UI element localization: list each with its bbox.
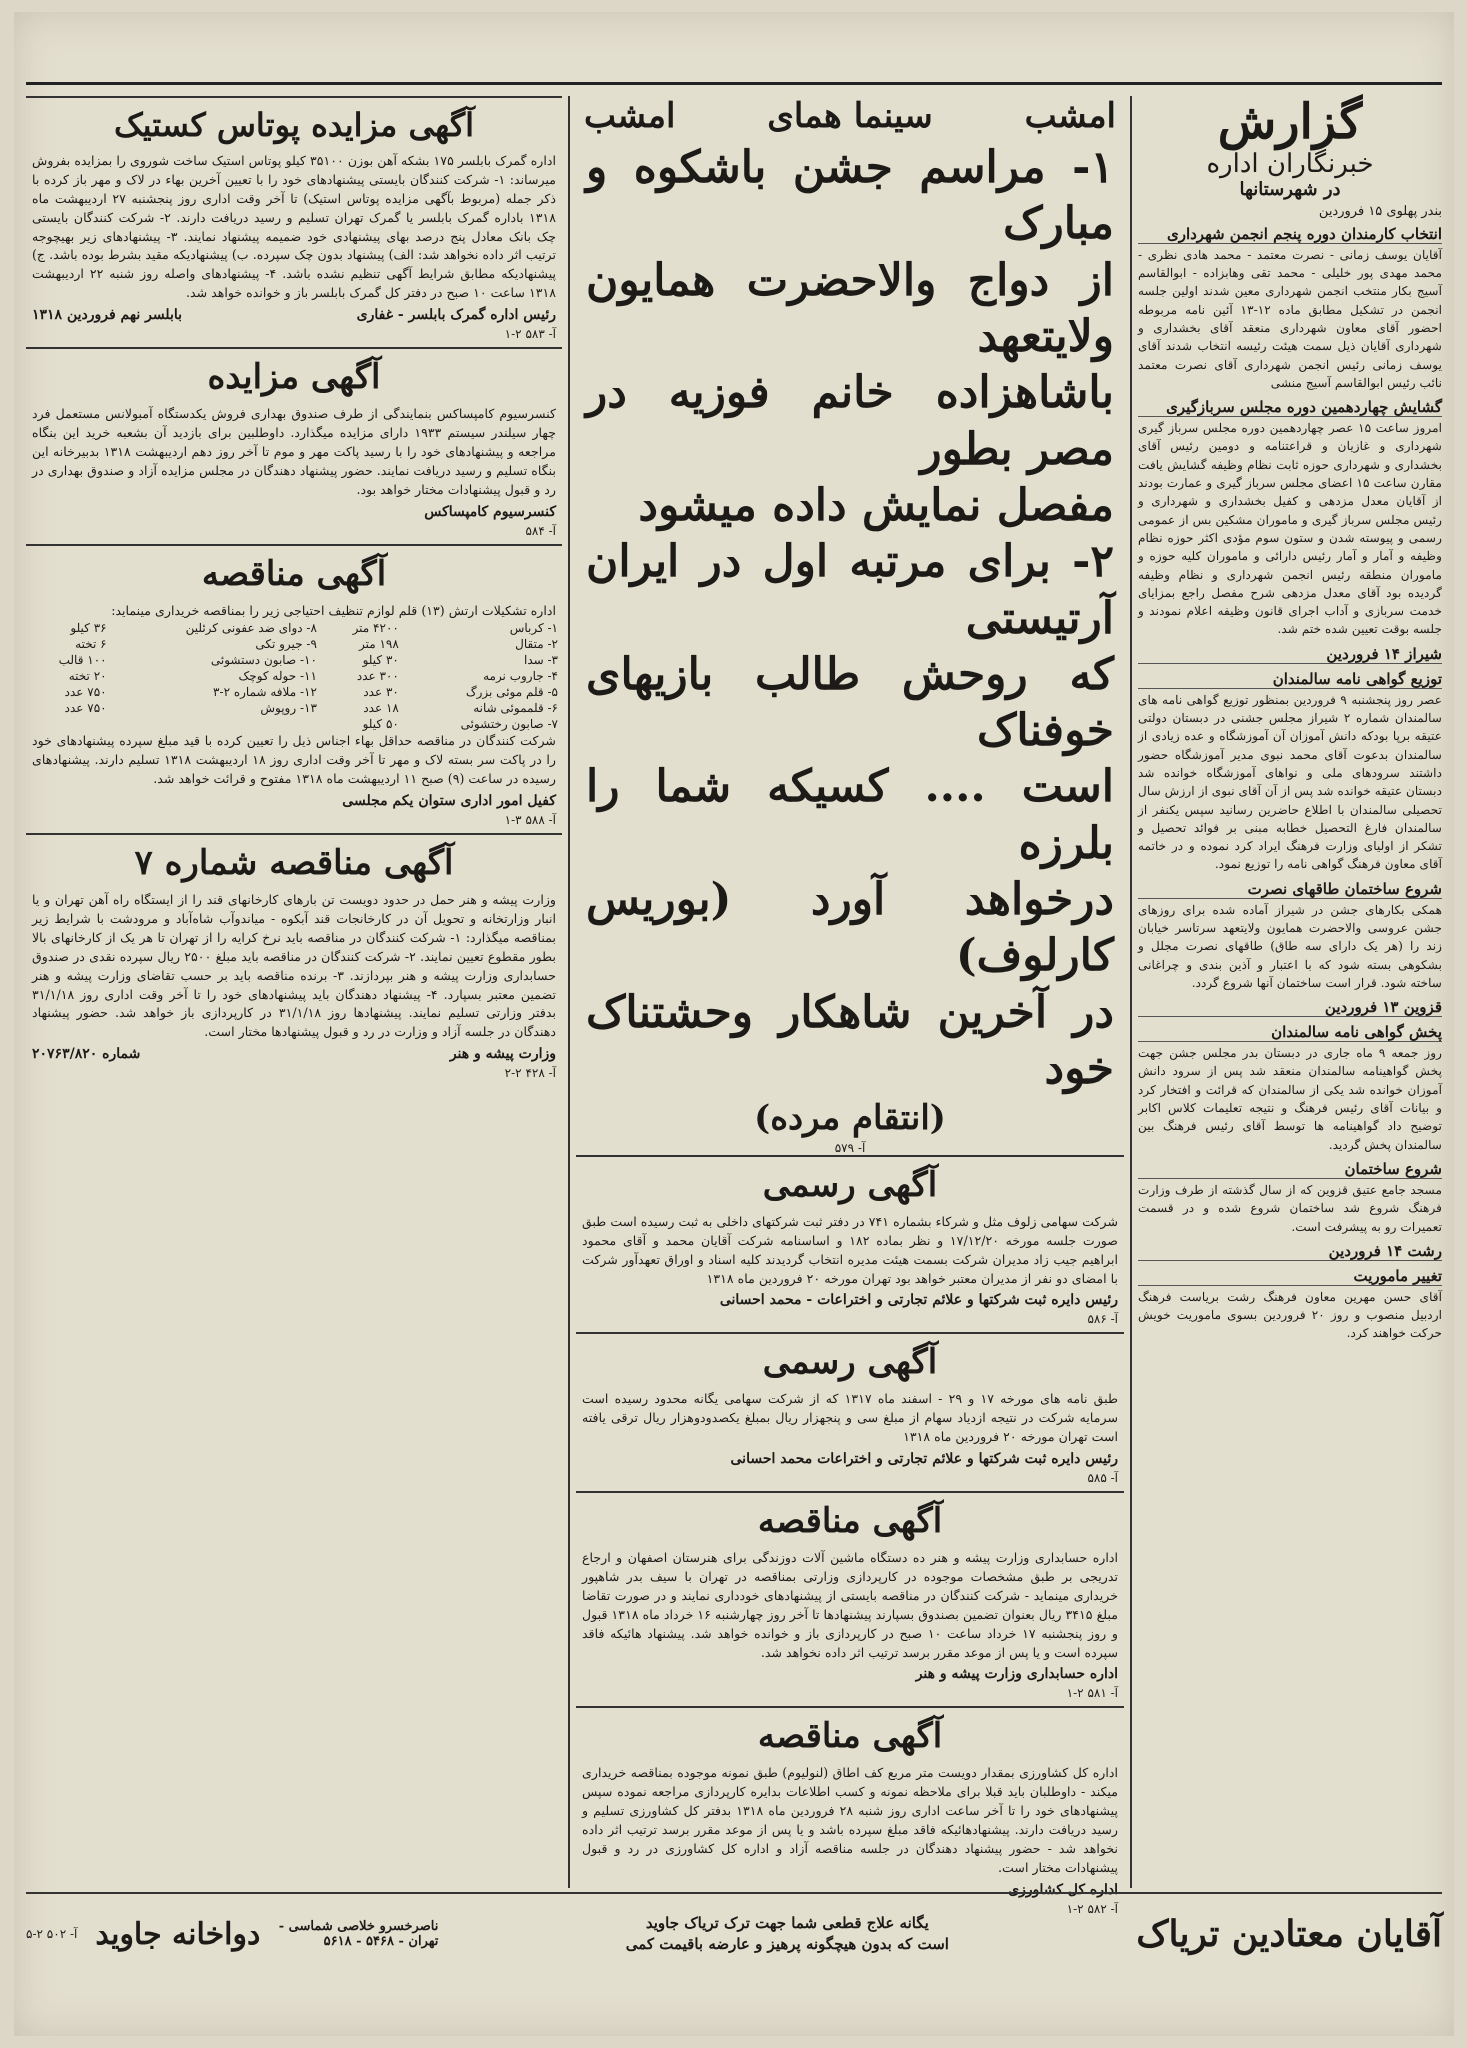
- cinema-line: ۲- برای مرتبه اول در ایران آرتیستی: [586, 536, 1114, 644]
- ad-items-cell: ۳۰ عدد: [363, 685, 399, 700]
- ad-signature: وزارت پیشه و هنر: [449, 1046, 556, 1063]
- ad-items-cell: ۱۳- روپوش: [260, 701, 317, 716]
- report-subtitle: خبرنگاران اداره: [1206, 148, 1374, 179]
- cinema-line: درخواهد آورد (بوریس کارلوف): [586, 874, 1114, 982]
- ad-items-cell: ۱۸ عدد: [363, 701, 399, 716]
- cinema-line: (انتقام مرده): [754, 1098, 946, 1139]
- ad-items-cell: ۱۰- صابون دستشوئی: [210, 653, 317, 668]
- ad-items-cell: ۷- صابون رختشوئی: [460, 717, 558, 732]
- cinema-header-left: امشب: [584, 96, 676, 136]
- ad-items-row: [26, 700, 562, 716]
- ad-body-2: شرکت کنندگان در مناقصه حداقل بهاء اجناس ذیل را تعیین کرده با قید مبلغ سپرده پیشنهادهای خود را در پاکت سر بسته لاک و مهر تا آخر وقت اداری روز ۱۸ اردیبهشت ۱۳۱۸ تسلیم دارند. پیشنهادهای رسیده در ساعت (۹) صبح ۱۱ اردیبهشت ماه ۱۳۱۸ مفتوح و قرائت خواهد شد.: [32, 733, 556, 787]
- ad-items-cell: ۵- قلم موئی بزرگ: [465, 685, 558, 700]
- ad-items-cell: ۵۰ کیلو: [362, 717, 399, 732]
- ad-code: آ- ۵۸۴: [525, 523, 556, 538]
- ad-items-cell: ۱۲- ملافه شماره ۲-۳: [213, 685, 317, 700]
- bottom-banner: [26, 1892, 1442, 1974]
- ad-items-cell: ۳۰۰ عدد: [356, 669, 399, 684]
- ad-body: کنسرسیوم کامپساکس بنمایندگی از طرف صندوق بهداری فروش یکدستگاه آمبولانس مستعمل فرد چهار سیلندر سیستم ۱۹۳۳ دارای مزایده میگذارد. داوطلبین برای بازدید آن بشعبه خرید این بنگاه مراجعه و پیشنهادهای خود را با رسید پاکت مهر و موم تا آخر روز دهم اردیبهشت ۱۳۱۸ بدبیرخانه این بنگاه تسلیم و رسید دریافت نمایند. حضور پیشنهاد دهندگان در مجلس مزایده آزاد و صندوق بهداری در رد و قبول پیشنهادات مختار خواهد بود.: [32, 406, 556, 497]
- ad-body: اداره حسابداری وزارت پیشه و هنر ده دستگاه ماشین آلات دوزندگی برای هنرستان اصفهان و ارجاع تدریجی بر طبق مشخصات موجوده در کارپردازی وزارتی بمناقصه در تهران با سیف بدر شاهپور خریداری مینماید - شرکت کنندگان در مناقصه بایستی از پیشنهادهای خودداری نمایند و در صورت تقاضا مبلغ ۳۴۱۵ ریال بعنوان تضمین بصندوق بسپارند پیشنهادها تا آخر روز چهارشنبه ۱۶ خرداد ماه ۱۳۱۸ قبول و روز پنجشنبه ۱۷ خرداد ساعت ۱۰ صبح در کارپردازی باز و خوانده خواهد شد. پیشنهاد هائیکه فاقد سپرده است و یا پس از موعد مقرر برسد ترتیب اثر داده نخواهد شد.: [582, 1550, 1119, 1660]
- cinema-line: باشاهزاده خانم فوزیه در مصر بطور: [586, 367, 1114, 475]
- ad-block: [26, 96, 562, 341]
- ad-signature: کنسرسیوم کامپساکس: [424, 503, 556, 520]
- ad-body: شرکت سهامی زلوف مثل و شرکاء بشماره ۷۴۱ در دفتر ثبت شرکتهای داخلی به ثبت رسیده است طبق صورت جلسه مورخه ۱۷/۱۲/۲۰ و نظر بماده ۱۸۲ و اساسنامه شرکت آقایان محمد و آقای محمود ابراهیم جیب زاد مدیران شرکت بسمت هیئت مدیره انتخاب گردیدند کلیه اسناد و اوراق تعهدآور شرکت با امضای دو نفر از مدیران معتبر خواهد بود تهران مورخه ۲۰ فروردین ماه ۱۳۱۸: [582, 1213, 1118, 1286]
- ad-title: آگهی رسمی: [762, 1342, 938, 1383]
- ad-items-cell: ۸- دوای ضد عفونی کرئلین: [185, 621, 317, 636]
- ad-items-cell: ۱۱- حوله کوچک: [238, 669, 317, 684]
- report-title: گزارش: [1217, 94, 1363, 150]
- ad-title: آگهی مزایده: [207, 357, 381, 398]
- news-column: [1138, 96, 1442, 1888]
- ad-title: آگهی مناقصه: [757, 1716, 943, 1757]
- ad-block: [576, 1332, 1124, 1485]
- ad-block: [576, 1491, 1124, 1700]
- ad-code: آ- ۵۸۱ ۲-۱: [1066, 1686, 1118, 1701]
- ad-code: آ- ۵۸۵: [1087, 1471, 1118, 1486]
- bottom-middle-line2: است که بدون هیچگونه پرهیز و عارضه باقیمت کمی: [625, 1935, 949, 1953]
- ad-code-row: [32, 327, 556, 341]
- ad-items-cell: ۳۶ کیلو: [70, 621, 107, 636]
- news-sections: [1138, 225, 1442, 1343]
- ad-block: [576, 1155, 1124, 1327]
- ad-items-table: [26, 620, 562, 732]
- ad-items-cell: [26, 716, 111, 732]
- ad-signature: اداره حسابداری وزارت پیشه و هنر: [915, 1666, 1118, 1683]
- bottom-middle: [626, 1913, 949, 1955]
- ad-items-cell: ۳۰ کیلو: [362, 653, 399, 668]
- ad-body: وزارت پیشه و هنر حمل در حدود دویست تن بارهای کارخانهای قند را از ایستگاه راه آهن تهران و یا انبار وزارتخانه و تحویل آن در کارخانجات قند آبکوه - میاندوآب شاه‌آباد و مرودشت با شرایط زیر بمناقصه میگذارد: ۱- شرکت کنندگان در مناقصه باید نرخ کرایه را از تهران تا هر یک از کارخانهای بالا بطور مقطوع تعیین نمایند. ۲- شرکت کنندگان در مناقصه باید مبلغ ۲۵۰۰ ریال سپرده نقدی در صندوق حسابداری وزارت پیشه و هنر بپردازند. ۳- برنده مناقصه باید بر حسب تقاضای وزارت پیشه و هنر تضمین معتبر بسپارد. ۴- پیشنهاد دهندگان باید پیشنهادهای خود را تا آخر وقت اداری روز ۳۱/۱/۱۸ بدفتر وزارتی تسلیم نمایند. پیشنهادها روز ۳۱/۱/۱۸ در کارپردازی باز خواهد شد. حضور پیشنهاد دهندگان در جلسه آزاد و وزارت در رد و قبول پیشنهادها مختار است.: [32, 892, 557, 1040]
- ad-items-cell: ۴۲۰۰ متر: [352, 621, 399, 636]
- ad-items-row: [26, 652, 562, 668]
- bottom-middle-line1: یگانه علاج قطعی شما جهت ترک تریاک جاوید: [645, 1914, 929, 1932]
- ad-items-row: [26, 636, 562, 652]
- ad-code-row: [32, 524, 556, 538]
- ad-items-cell: ۴- جاروب نرمه: [483, 669, 558, 684]
- ad-items-cell: ۱۹۸ متر: [359, 637, 399, 652]
- ad-title: آگهی مناقصه: [201, 553, 387, 594]
- cinema-ad: [576, 96, 1124, 1155]
- newspaper-page: [14, 12, 1454, 2036]
- column-divider-left: [1130, 96, 1132, 1888]
- ad-code-row: [582, 1471, 1118, 1485]
- ads-column: [26, 96, 562, 1888]
- news-heading: شروع ساختمان: [1138, 1160, 1442, 1179]
- ad-code-row: [582, 1312, 1118, 1326]
- ad-code: آ- ۵۸۸ ۳-۱: [504, 813, 556, 828]
- ad-block: [26, 347, 562, 537]
- cinema-code: آ- ۵۷۹: [834, 1140, 866, 1155]
- cinema-line: ۱- مراسم جشن باشکوه و مبارک: [586, 142, 1114, 250]
- cinema-line: است .... کسیکه شما را بلرزه: [586, 761, 1114, 869]
- ad-items-cell: ۷۵۰ عدد: [64, 701, 107, 716]
- ad-body: اداره تشکیلات ارتش (۱۳) قلم لوازم تنظیف احتیاجی زیر را بمناقصه خریداری مینماید:: [111, 602, 556, 618]
- news-heading: قزوین ۱۳ فروردین: [1138, 998, 1442, 1017]
- cinema-header-right: امشب: [1024, 96, 1116, 136]
- right-ads: [26, 96, 562, 1080]
- news-heading: شیراز ۱۴ فروردین: [1138, 645, 1442, 664]
- ad-signature: رئیس دایره ثبت شرکتها و علائم تجارتی و اختراعات محمد احسانی: [730, 1451, 1118, 1468]
- news-heading: پخش گواهی نامه سالمندان: [1138, 1023, 1442, 1042]
- ad-code: آ- ۵۸۳ ۲-۱: [504, 327, 556, 342]
- bottom-code: آ- ۵۰۲ ۲-۵: [26, 1927, 78, 1941]
- ad-body: اداره گمرک بابلسر ۱۷۵ بشکه آهن بوزن ۳۵۱۰۰ کیلو پوتاس استیک ساخت شوروی را بمزایده بفروش میرساند: ۱- شرکت کنندگان بایستی پیشنهادهای خود را با تعیین آخرین بهاء در لاک و مهر باز کرده با ذکر جمله (مربوط بآگهی مزایده پوتاس استیک) تا آخر وقت اداری روز پنجشنبه ۲۷ اردیبهشت ماه ۱۳۱۸ باداره گمرک بابلسر یا گمرک تهران تسلیم و رسید دریافت دارند. ۲- شرکت کنندگان بایستی چک بانک معادل پنج درصد بهای پیشنهادی خود ضمیمه پیشنهاد نمایند. ۳- پیشنهادهای زیر بهیچوجه ترتیب اثر داده نخواهد شد: الف) پیشنهاد بدون چک سپرده. ب) پیشنهادیکه مقید بشرط بوده باشد. ج) پیشنهادیکه مطابق شرایط آگهی تنظیم نشده باشد. ۴- پیشنهادهای واصله روز شنبه ۲۲ اردیبهشت ۱۳۱۸ ساعت ۱۰ صبح در دفتر کل گمرک بابلسر باز و خوانده خواهد شد.: [32, 153, 557, 301]
- bottom-address: ناصرخسرو خلاصی شماسی - تهران - ۵۴۶۸ - ۵۶۱۸: [278, 1919, 439, 1949]
- news-paragraph: آقای حسن مهرین معاون فرهنگ رشت بریاست فرهنگ اردبیل منصوب و روز ۲۰ فروردین بسوی ماموریت خویش حرکت خواهند کرد.: [1138, 1289, 1442, 1341]
- ad-title: آگهی رسمی: [762, 1164, 938, 1205]
- middle-ads: [576, 1155, 1124, 1916]
- ad-title: آگهی مناقصه: [757, 1501, 943, 1542]
- ad-signature-row: [32, 793, 556, 809]
- ad-block: [26, 833, 562, 1080]
- news-heading: شروع ساختمان طاقهای نصرت: [1138, 880, 1442, 899]
- ad-items-row: [26, 684, 562, 700]
- ad-signature-row: [32, 1046, 556, 1062]
- ad-signature: کفیل امور اداری ستوان یکم مجلسی: [342, 793, 556, 810]
- column-divider-right: [568, 96, 570, 1888]
- ad-signature: اداره کل کشاورزی: [1008, 1881, 1118, 1898]
- ad-meta: بابلسر نهم فروردین ۱۳۱۸: [32, 307, 183, 324]
- ad-meta: شماره ۲۰۷۶۳/۸۲۰: [32, 1046, 141, 1063]
- ad-code-row: [32, 1066, 556, 1080]
- cinema-header-center: سینما همای: [767, 96, 933, 136]
- ad-signature-row: [582, 1451, 1118, 1467]
- ad-signature: رئیس دایره ثبت شرکتها و علائم تجارتی و اختراعات - محمد احسانی: [719, 1292, 1118, 1309]
- news-paragraph: روز جمعه ۹ ماه جاری در دبستان بدر مجلس جشن جهت پخش گواهینامه سالمندان منعقد شد پس از سرود دانش آموزان خوانده شد یکی از سالمندان که قرائت و افتخار کرد و بیانات آقای رئیس فرهنگ و نتیجه تعلیمات کلاس اکابر توضیح داد گواهینامه ها توسط آقای رئیس فرهنگ بین سالمندان پخش گردید.: [1138, 1046, 1442, 1152]
- top-rule: [26, 82, 1442, 85]
- bottom-left-text: دواخانه جاوید: [95, 1916, 261, 1952]
- news-paragraph: امروز ساعت ۱۵ عصر چهاردهمین دوره مجلس سرباز گیری شهرداری و غازیان و قراعتنامه و دومین رئیس آقای بخشداری و شهرداری حوزه ثابت نظام وظیفه گشایش یافت مقارن ساعت ۱۵ اعضای مجلس سرباز گیری و عمارت بودند از آقایان معدل مزدهی و کفیل بخشداری و شهرداری و رئیس مجلس سرباز گیری و ماموران مشکین بس از عمومی رسمی و پیوسته شدن و ستون سوم مؤدی اکثر حوزه نظام وظیفه و آمار و آمار رئیس دارائی و ماموران کلیه حوزه و ماموران منطقه رئیس انجمن شهرداری و نظام وظیفه گردیده بود آقای معدل مزدهی شرح مفصل راجع بمزایای خدمت سربازی و آداب اجرای قانون وظیفه اعلام نمودند و جلسه بوقت تعیین شده ختم شد.: [1138, 421, 1442, 637]
- ad-signature-row: [32, 307, 556, 323]
- ad-items-cell: ۱- کرباس: [509, 621, 558, 636]
- news-paragraph: همکی بکارهای جشن در شیراز آماده شده برای روزهای جشن عروسی والاحضرت همایون ولایتعهد سرتاسر خیابان زند را (هر یک دارای سه طاق) طاقهای نصرت مجلل و بشکوهی بسته شود که با اعتبار و آذین بندی و چراغانی ساخته شود. قرار است ساختمان آنها شروع گردد.: [1138, 902, 1442, 990]
- news-heading: توزیع گواهی نامه سالمندان: [1138, 670, 1442, 689]
- ad-block: [26, 544, 562, 828]
- cinema-line: در آخرین شاهکار وحشتناک خود: [586, 986, 1114, 1094]
- cinema-line: از دواج والاحضرت همایون ولایتعهد: [586, 254, 1114, 362]
- news-heading: رشت ۱۴ فروردین: [1138, 1242, 1442, 1261]
- ad-signature-row: [582, 1292, 1118, 1308]
- ad-code: آ- ۵۸۲ ۲-۱: [1066, 1901, 1118, 1916]
- ad-code-row: [32, 813, 556, 827]
- ad-signature-row: [32, 504, 556, 520]
- dateline: بندر پهلوی ۱۵ فروردین: [1318, 203, 1442, 219]
- ad-code-row: [582, 1686, 1118, 1700]
- cinema-lines: [576, 136, 1124, 1141]
- news-paragraph: عصر روز پنجشنبه ۹ فروردین بمنظور توزیع گواهی نامه های سالمندان شماره ۲ شیراز مجلس جشنی در دبستان دولتی عتیقه برپا بودکه دانش آموزان آن آموزشگاه و عده زیادی از سالمندان بدعوت آقای محمد نبوی مدیر آموزشگاه حضور داشتند سرودهای ملی و نواهای آموزشگاه خوانده شد دبستان عتیقه خوانده شد پس از آن آقای نبوی از ارزش سال تحصیلی سالمندان با اطلاع حاضرین رسانید سپس یکنفر از سالمندان فارغ التحصیل خطابه مبنی بر فوائد تحصیل و تشکر از اولیای وزارت فرهنگ ایراد کرد نموده و در خاتمه آقای معاون فرهنگ گواهی نامه را توزیع نمود.: [1138, 692, 1443, 872]
- ad-code: آ- ۴۲۸ ۲-۲: [504, 1066, 556, 1081]
- news-paragraph: مسجد جامع عتیق قزوین که از سال گذشته از طرف وزارت فرهنگ شروع شد ساختمان شروع شده و در قسمت تعمیرات رو به پیشرفت است.: [1138, 1182, 1442, 1234]
- ad-items-cell: ۱۰۰ قالب: [58, 653, 107, 668]
- ad-items-cell: ۹- جیرو تکی: [255, 637, 317, 652]
- middle-column: [576, 96, 1124, 1916]
- news-paragraph: آقایان یوسف زمانی - نصرت معتمد - محمد هادی نظری - محمد مهدی پور خلیلی - محمد تقی وهابزاده - ابوالقاسم آسیج بکار منتخب انجمن شهرداری معین شدند اولین جلسه انجمن در تشکیل مطابق ماده ۱۲-۱۳ آئین نامه مربوطه احضور آقای معاون شهرداری منعقد آقای بخشداری و شهرداری آقایان ذیل سمت هیئت رئیسه انتخاب شدند آقای یوسف زمانی رئیس انجمن شهرداری آقای نصرت معتمد نائب رئیس ابوالقاسم آسیج منشی: [1138, 247, 1442, 390]
- news-heading: تغییر ماموریت: [1138, 1267, 1442, 1286]
- ad-signature-row: [582, 1666, 1118, 1682]
- ad-items-cell: ۶ تخته: [75, 637, 107, 652]
- bottom-right-text: آقایان معتادین تریاک: [1136, 1913, 1442, 1955]
- ad-items-row: [26, 668, 562, 684]
- ad-items-cell: ۲۰ تخته: [68, 669, 107, 684]
- ad-items-cell: ۶- قلمموئی شانه: [473, 701, 558, 716]
- ad-items-cell: ۷۵۰ عدد: [64, 685, 107, 700]
- cinema-line: که روحش طالب بازیهای خوفناک: [586, 648, 1114, 757]
- ad-body: طبق نامه های مورخه ۱۷ و ۲۹ - اسفند ماه ۱۳۱۷ که از شرکت سهامی یگانه محدود رسیده است سرمایه شرکت در نتیجه ازدیاد سهام از مبلغ سی و پنجهزار ریال بمبلغ یکصدودوهزار ریال ترقی یافته است تهران مورخه ۲۰ فروردین ماه ۱۳۱۸: [582, 1391, 1118, 1445]
- ad-items-cell: ۲- متقال: [515, 637, 558, 652]
- ad-title: آگهی مزایده پوتاس کستیک: [113, 106, 474, 144]
- news-heading: گشایش چهاردهمین دوره مجلس سربازگیری: [1138, 398, 1442, 417]
- ad-signature: رئیس اداره گمرک بابلسر - غفاری: [356, 307, 556, 324]
- ad-body: اداره کل کشاورزی بمقدار دویست متر مربع کف اطاق (لنولیوم) طبق نمونه موجوده بمناقصه خریداری میکند - داوطلبان باید قبلا برای ملاحظه نمونه و کسب اطلاعات بدایره کارپردازی مراجعه نموده سپس پیشنهادهای خود را تا آخر ساعت اداری روز شنبه ۲۸ فروردین ماه ۱۳۱۸ بدفتر کل کشاورزی تسلیم و رسید دریافت دارند. پیشنهادهائیکه فاقد مبلغ سپرده باشد و یا پس از موعد مقرر برسد ترتیب اثر داده نخواهد شد - حضور پیشنهاد دهندگان در جلسه مناقصه آزاد و اداره کل کشاورزی در رد و قبول پیشنهادات مختار است.: [582, 1765, 1118, 1875]
- ad-code: آ- ۵۸۶: [1087, 1312, 1118, 1327]
- news-heading: انتخاب کارمندان دوره پنجم انجمن شهرداری: [1138, 225, 1442, 244]
- ad-block: [576, 1706, 1124, 1915]
- report-subtitle2: در شهرستانها: [1239, 178, 1341, 200]
- cinema-line: مفصل نمایش داده میشود: [638, 479, 1114, 531]
- ad-items-cell: ۳- سدا: [523, 653, 558, 668]
- ad-items-row: [26, 620, 562, 636]
- ad-items-cell: [111, 716, 321, 732]
- ad-title: آگهی مناقصه شماره ۷: [134, 843, 454, 884]
- ad-items-row: [26, 716, 562, 732]
